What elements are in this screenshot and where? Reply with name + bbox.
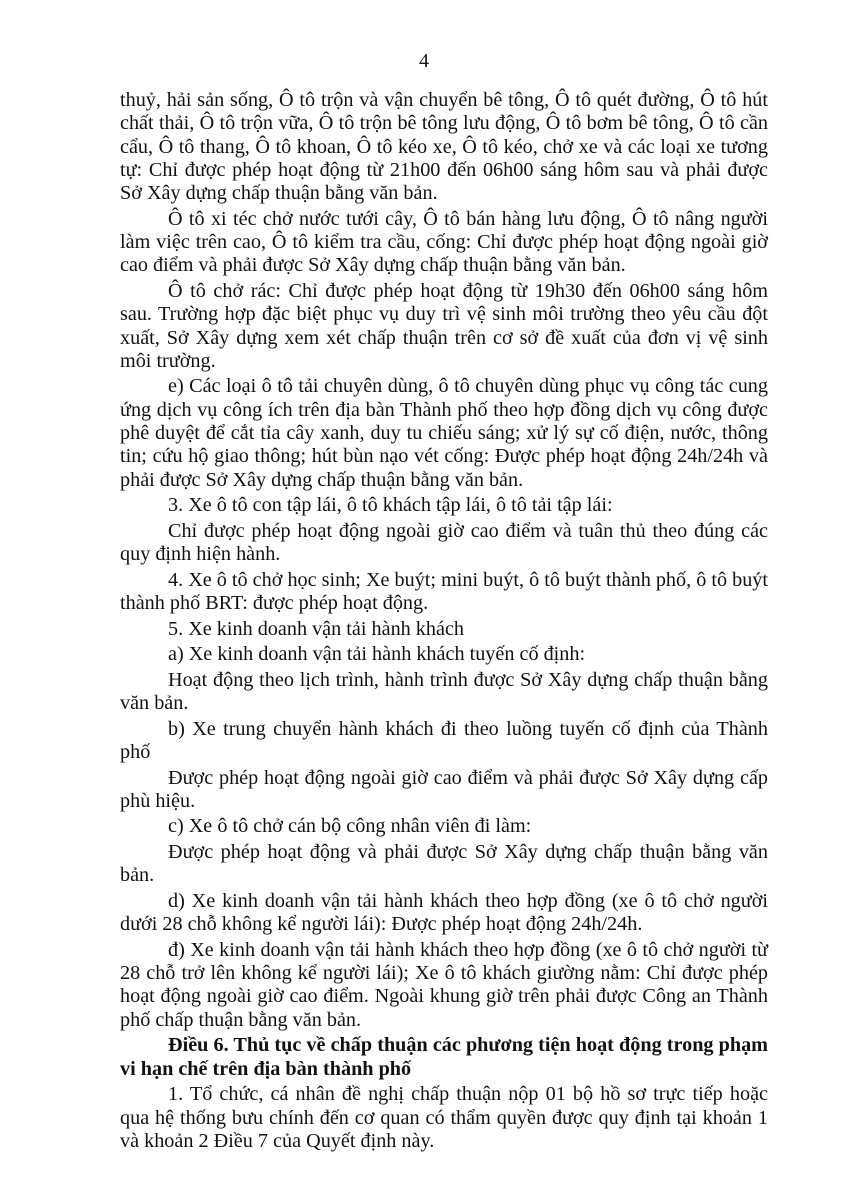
paragraph-garbage-truck: Ô tô chở rác: Chỉ được phép hoạt động từ 19h30 đến 06h00 sáng hôm sau. Trường hợp đặc biệt phục vụ duy trì vệ sinh môi trường theo yêu cầu đột xuất, Sở Xây dựng xem xét chấp thuận trên cơ sở đề xuất của đơn vị vệ sinh môi trường. bbox=[120, 279, 768, 372]
document-body bbox=[120, 89, 768, 1155]
page-number: 4 bbox=[419, 50, 429, 72]
paragraph-item-5d: d) Xe kinh doanh vận tải hành khách theo hợp đồng (xe ô tô chở người dưới 28 chỗ không kể người lái): Được phép hoạt động 24h/24h. bbox=[120, 889, 768, 936]
paragraph-item-5b: b) Xe trung chuyển hành khách đi theo luồng tuyến cố định của Thành phố bbox=[120, 717, 768, 763]
paragraph-item-e: e) Các loại ô tô tải chuyên dùng, ô tô chuyên dùng phục vụ công tác cung ứng dịch vụ công ích trên địa bàn Thành phố theo hợp đồng dịch vụ công được phê duyệt để cắt tỉa cây xanh, duy tu chiếu sáng; xử lý sự cố điện, nước, thông tin; cứu hộ giao thông; hút bùn nạo vét cống: Được phép hoạt động 24h/24h và phải được Sở Xây dựng chấp thuận bằng văn bản. bbox=[120, 375, 768, 491]
paragraph-item-5dd: đ) Xe kinh doanh vận tải hành khách theo hợp đồng (xe ô tô chở người từ 28 chỗ trở lên không kể người lái); Xe ô tô khách giường nằm: Chỉ được phép hoạt động ngoài giờ cao điểm. Ngoài khung giờ trên phải được Công an Thành phố chấp thuận bằng văn bản. bbox=[120, 938, 768, 1031]
article-6-heading: Điều 6. Thủ tục về chấp thuận các phương tiện hoạt động trong phạm vi hạn chế trên địa bàn thành phố bbox=[120, 1034, 768, 1080]
paragraph-item-5a-detail: Hoạt động theo lịch trình, hành trình được Sở Xây dựng chấp thuận bằng văn bản. bbox=[120, 668, 768, 715]
paragraph-continuation: thuỷ, hải sản sống, Ô tô trộn và vận chuyển bê tông, Ô tô quét đường, Ô tô hút chất thải, Ô tô trộn vữa, Ô tô trộn bê tông lưu động, Ô tô bơm bê tông, Ô tô cần cẩu, Ô tô thang, Ô tô khoan, Ô tô kéo xe, Ô tô kéo, chở xe và các loại xe tương tự: Chỉ được phép hoạt động từ 21h00 đến 06h00 sáng hôm sau và phải được Sở Xây dựng chấp thuận bằng văn bản. bbox=[120, 89, 768, 205]
paragraph-item-5c-detail: Được phép hoạt động và phải được Sở Xây dựng chấp thuận bằng văn bản. bbox=[120, 841, 768, 887]
paragraph-item-5a: a) Xe kinh doanh vận tải hành khách tuyến cố định: bbox=[168, 643, 586, 666]
paragraph-article-6-item-1: 1. Tổ chức, cá nhân đề nghị chấp thuận nộp 01 bộ hồ sơ trực tiếp hoặc qua hệ thống bưu chính đến cơ quan có thẩm quyền được quy định tại khoản 1 và khoản 2 Điều 7 của Quyết định này. bbox=[120, 1083, 768, 1152]
paragraph-item-5: 5. Xe kinh doanh vận tải hành khách bbox=[168, 617, 465, 640]
paragraph-item-4: 4. Xe ô tô chở học sinh; Xe buýt; mini buýt, ô tô buýt thành phố, ô tô buýt thành phố BRT: được phép hoạt động. bbox=[120, 568, 768, 615]
paragraph-item-3: 3. Xe ô tô con tập lái, ô tô khách tập lái, ô tô tải tập lái: bbox=[168, 494, 613, 517]
paragraph-water-tanker: Ô tô xi téc chở nước tưới cây, Ô tô bán hàng lưu động, Ô tô nâng người làm việc trên cao, Ô tô kiểm tra cầu, cống: Chỉ được phép hoạt động ngoài giờ cao điểm và phải được Sở Xây dựng chấp thuận bằng văn bản. bbox=[120, 207, 768, 277]
paragraph-item-5c: c) Xe ô tô chở cán bộ công nhân viên đi làm: bbox=[168, 815, 532, 838]
paragraph-item-5b-detail: Được phép hoạt động ngoài giờ cao điểm và phải được Sở Xây dựng cấp phù hiệu. bbox=[120, 766, 768, 812]
paragraph-item-3-detail: Chỉ được phép hoạt động ngoài giờ cao điểm và tuân thủ theo đúng các quy định hiện hành. bbox=[120, 519, 768, 566]
